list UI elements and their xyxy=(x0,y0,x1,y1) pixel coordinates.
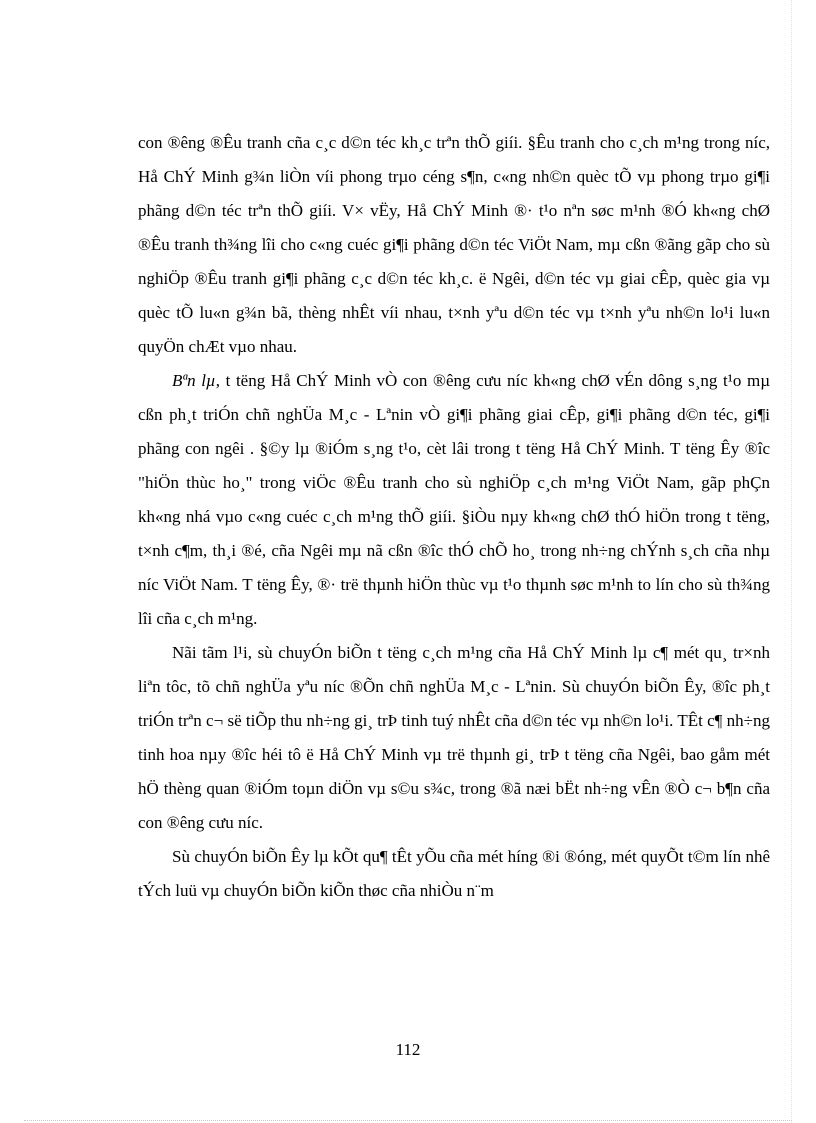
paragraph-4-text: Sù chuyÓn biÕn Êy lµ kÕt qu¶ tÊt yÕu cña mét híng ®i ®óng, mét quyÕt t©m lín nhê tÝch luü vµ chuyÓn biÕn kiÕn thøc cña nhiÒu n¨m xyxy=(138,847,770,900)
page-number: 112 xyxy=(395,1040,421,1059)
page-margin-guide xyxy=(791,0,792,1123)
paragraph-3 xyxy=(138,636,770,840)
paragraph-2-lead: Bªn lµ xyxy=(172,371,216,390)
paragraph-3-text: Nãi tãm l¹i, sù chuyÓn biÕn t tëng c¸ch m¹ng cña Hå ChÝ Minh lµ c¶ mét qu¸ tr×nh liªn tôc, tõ chñ nghÜa yªu níc ®Õn chñ nghÜa M¸c - Lªnin. Sù chuyÓn biÕn Êy, ®îc ph¸t triÓn trªn c¬ së tiÕp thu nh÷ng gi¸ trÞ tinh tuý nhÊt cña d©n téc vµ nh©n lo¹i. TÊt c¶ nh÷ng tinh hoa nµy ®îc héi tô ë Hå ChÝ Minh vµ trë thµnh gi¸ trÞ t tëng cña Ngêi, bao gåm mét hÖ thèng quan ®iÓm toµn diÖn vµ s©u s¾c, trong ®ã næi bËt nh÷ng vÊn ®Ò c¬ b¶n cña con ®êng cưu níc. xyxy=(138,643,770,832)
paragraph-2 xyxy=(138,364,770,636)
paragraph-1-text: con ®êng ®Êu tranh cña c¸c d©n téc kh¸c trªn thÕ giíi. §Êu tranh cho c¸ch m¹ng trong níc, Hå ChÝ Minh g¾n liÒn víi phong trµo céng s¶n, c«ng nh©n quèc tÕ vµ phong trµo gi¶i phãng d©n téc trªn thÕ giíi. V× vËy, Hå ChÝ Minh ®· t¹o nªn søc m¹nh ®Ó kh«ng chØ ®Êu tranh th¾ng lîi cho c«ng cuéc gi¶i phãng d©n téc ViÖt Nam, mµ cßn ®ãng gãp cho sù nghiÖp ®Êu tranh gi¶i phãng c¸c d©n téc kh¸c. ë Ngêi, d©n téc vµ giai cÊp, quèc gia vµ quèc tÕ lu«n g¾n bã, thèng nhÊt víi nhau, t×nh yªu d©n téc vµ t×nh yªu nh©n lo¹i lu«n quyÖn chÆt vµo nhau. xyxy=(138,133,770,356)
paragraph-2-text: , t tëng Hå ChÝ Minh vÒ con ®êng cưu níc kh«ng chØ vÉn dông s¸ng t¹o mµ cßn ph¸t triÓn chñ nghÜa M¸c - Lªnin vÒ gi¶i phãng giai cÊp, gi¶i phãng d©n téc, gi¶i phãng con ngêi . §©y lµ ®iÓm s¸ng t¹o, cèt lâi trong t tëng Hå ChÝ Minh. T tëng Êy ®îc "hiÖn thùc ho¸" trong viÖc ®Êu tranh cho sù nghiÖp c¸ch m¹ng ViÖt Nam, gãp phÇn kh«ng nhá vµo c«ng cuéc c¸ch m¹ng thÕ giíi. §iÒu nµy kh«ng chØ thÓ hiÖn trong t tëng, t×nh c¶m, th¸i ®é, cña Ngêi mµ nã cßn ®îc thÓ chÕ ho¸ trong nh÷ng chÝnh s¸ch cña nhµ níc ViÖt Nam. T tëng Êy, ®· trë thµnh hiÖn thùc vµ t¹o thµnh søc m¹nh to lín cho sù th¾ng lîi cña c¸ch m¹ng. xyxy=(138,371,770,628)
document-body xyxy=(138,126,770,908)
page-bottom-rule xyxy=(24,1120,792,1121)
paragraph-1 xyxy=(138,126,770,364)
paragraph-4 xyxy=(138,840,770,908)
